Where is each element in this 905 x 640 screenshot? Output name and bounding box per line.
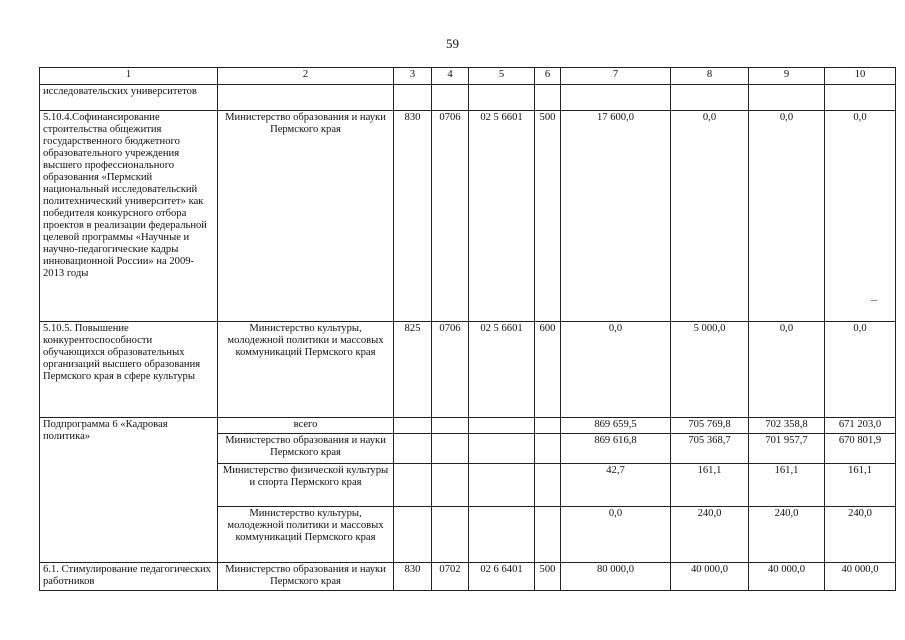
amount-cell: 0,0 bbox=[561, 322, 671, 418]
header-cell: 8 bbox=[671, 68, 749, 85]
empty-cell bbox=[535, 464, 561, 507]
grbs-cell bbox=[394, 85, 432, 111]
empty-cell bbox=[432, 507, 469, 563]
grbs-cell: 830 bbox=[394, 111, 432, 322]
empty-cell bbox=[469, 434, 535, 464]
amount-cell: 701 957,7 bbox=[749, 434, 825, 464]
amount-cell: 705 769,8 bbox=[671, 418, 749, 434]
empty-cell bbox=[469, 507, 535, 563]
empty-cell bbox=[432, 464, 469, 507]
organization-cell: Министерство культуры, молодежной политики и массовых коммуникаций Пермского края bbox=[218, 507, 394, 563]
amount-cell: 240,0 bbox=[671, 507, 749, 563]
rzpr-cell: 0706 bbox=[432, 322, 469, 418]
amount-cell: 240,0 bbox=[825, 507, 896, 563]
amount-cell: 670 801,9 bbox=[825, 434, 896, 464]
organization-cell: Министерство культуры, молодежной политики и массовых коммуникаций Пермского края bbox=[218, 322, 394, 418]
organization-cell: Министерство физической культуры и спорта Пермского края bbox=[218, 464, 394, 507]
budget-table bbox=[39, 67, 896, 591]
amount-cell: 869 659,5 bbox=[561, 418, 671, 434]
column-number-row bbox=[40, 68, 896, 85]
amount-cell: 80 000,0 bbox=[561, 563, 671, 591]
empty-cell bbox=[535, 507, 561, 563]
empty-cell bbox=[394, 434, 432, 464]
organization-cell bbox=[218, 85, 394, 111]
event-name-cell: 6.1. Стимулирование педагогических работников bbox=[40, 563, 218, 591]
csr-cell: 02 5 6601 bbox=[469, 111, 535, 322]
csr-cell: 02 6 6401 bbox=[469, 563, 535, 591]
amount-cell: 0,0 bbox=[671, 111, 749, 322]
table-row bbox=[40, 111, 896, 322]
amount-cell: 0,0 bbox=[825, 111, 896, 322]
rzpr-cell: 0706 bbox=[432, 111, 469, 322]
rzpr-cell bbox=[432, 85, 469, 111]
header-cell: 10 bbox=[825, 68, 896, 85]
empty-cell bbox=[469, 464, 535, 507]
csr-cell bbox=[469, 85, 535, 111]
table-row bbox=[40, 85, 896, 111]
table-row bbox=[40, 563, 896, 591]
empty-cell bbox=[394, 418, 432, 434]
empty-cell bbox=[469, 418, 535, 434]
table-row bbox=[40, 322, 896, 418]
vr-cell bbox=[535, 85, 561, 111]
amount-cell: 705 368,7 bbox=[671, 434, 749, 464]
amount-cell bbox=[671, 85, 749, 111]
grbs-cell: 830 bbox=[394, 563, 432, 591]
vr-cell: 500 bbox=[535, 111, 561, 322]
organization-cell: Министерство образования и науки Пермского края bbox=[218, 111, 394, 322]
header-cell: 9 bbox=[749, 68, 825, 85]
rzpr-cell: 0702 bbox=[432, 563, 469, 591]
amount-cell: 161,1 bbox=[749, 464, 825, 507]
subprogram-name-cell: Подпрограмма 6 «Кадровая политика» bbox=[40, 418, 218, 563]
amount-cell bbox=[749, 85, 825, 111]
amount-cell: 40 000,0 bbox=[825, 563, 896, 591]
amount-cell: 17 600,0 bbox=[561, 111, 671, 322]
amount-cell: 0,0 bbox=[561, 507, 671, 563]
amount-cell bbox=[825, 85, 896, 111]
scan-mark bbox=[871, 300, 877, 301]
empty-cell bbox=[432, 434, 469, 464]
vr-cell: 500 bbox=[535, 563, 561, 591]
empty-cell bbox=[535, 418, 561, 434]
header-cell: 7 bbox=[561, 68, 671, 85]
empty-cell bbox=[535, 434, 561, 464]
event-name-cell: исследовательских университетов bbox=[40, 85, 218, 111]
amount-cell: 40 000,0 bbox=[749, 563, 825, 591]
empty-cell bbox=[394, 507, 432, 563]
header-cell: 6 bbox=[535, 68, 561, 85]
header-cell: 5 bbox=[469, 68, 535, 85]
amount-cell: 0,0 bbox=[749, 322, 825, 418]
organization-cell: всего bbox=[218, 418, 394, 434]
organization-cell: Министерство образования и науки Пермского края bbox=[218, 434, 394, 464]
amount-cell: 671 203,0 bbox=[825, 418, 896, 434]
vr-cell: 600 bbox=[535, 322, 561, 418]
amount-cell: 40 000,0 bbox=[671, 563, 749, 591]
amount-cell: 702 358,8 bbox=[749, 418, 825, 434]
event-name-cell: 5.10.5. Повышение конкурентоспособности обучающихся образовательных организаций высшего образования Пермского края в сфере культуры bbox=[40, 322, 218, 418]
header-cell: 3 bbox=[394, 68, 432, 85]
amount-cell: 161,1 bbox=[825, 464, 896, 507]
header-cell: 2 bbox=[218, 68, 394, 85]
empty-cell bbox=[432, 418, 469, 434]
amount-cell: 161,1 bbox=[671, 464, 749, 507]
subprogram-total-row bbox=[40, 418, 896, 434]
page-number: 59 bbox=[446, 36, 459, 51]
header-cell: 4 bbox=[432, 68, 469, 85]
amount-cell: 5 000,0 bbox=[671, 322, 749, 418]
amount-cell: 869 616,8 bbox=[561, 434, 671, 464]
grbs-cell: 825 bbox=[394, 322, 432, 418]
event-name-cell: 5.10.4.Софинансирование строительства общежития государственного бюджетного образовательного учреждения высшего профессионального образования «Пермский национальный исследовательский политехнический университет» как победителя конкурсного отбора проектов в реализации федеральной целевой программы «Научные и научно-педагогические кадры инновационной России» на 2009-2013 годы bbox=[40, 111, 218, 322]
csr-cell: 02 5 6601 bbox=[469, 322, 535, 418]
amount-cell bbox=[561, 85, 671, 111]
amount-cell: 240,0 bbox=[749, 507, 825, 563]
organization-cell: Министерство образования и науки Пермского края bbox=[218, 563, 394, 591]
amount-cell: 0,0 bbox=[749, 111, 825, 322]
header-cell: 1 bbox=[40, 68, 218, 85]
amount-cell: 0,0 bbox=[825, 322, 896, 418]
amount-cell: 42,7 bbox=[561, 464, 671, 507]
empty-cell bbox=[394, 464, 432, 507]
